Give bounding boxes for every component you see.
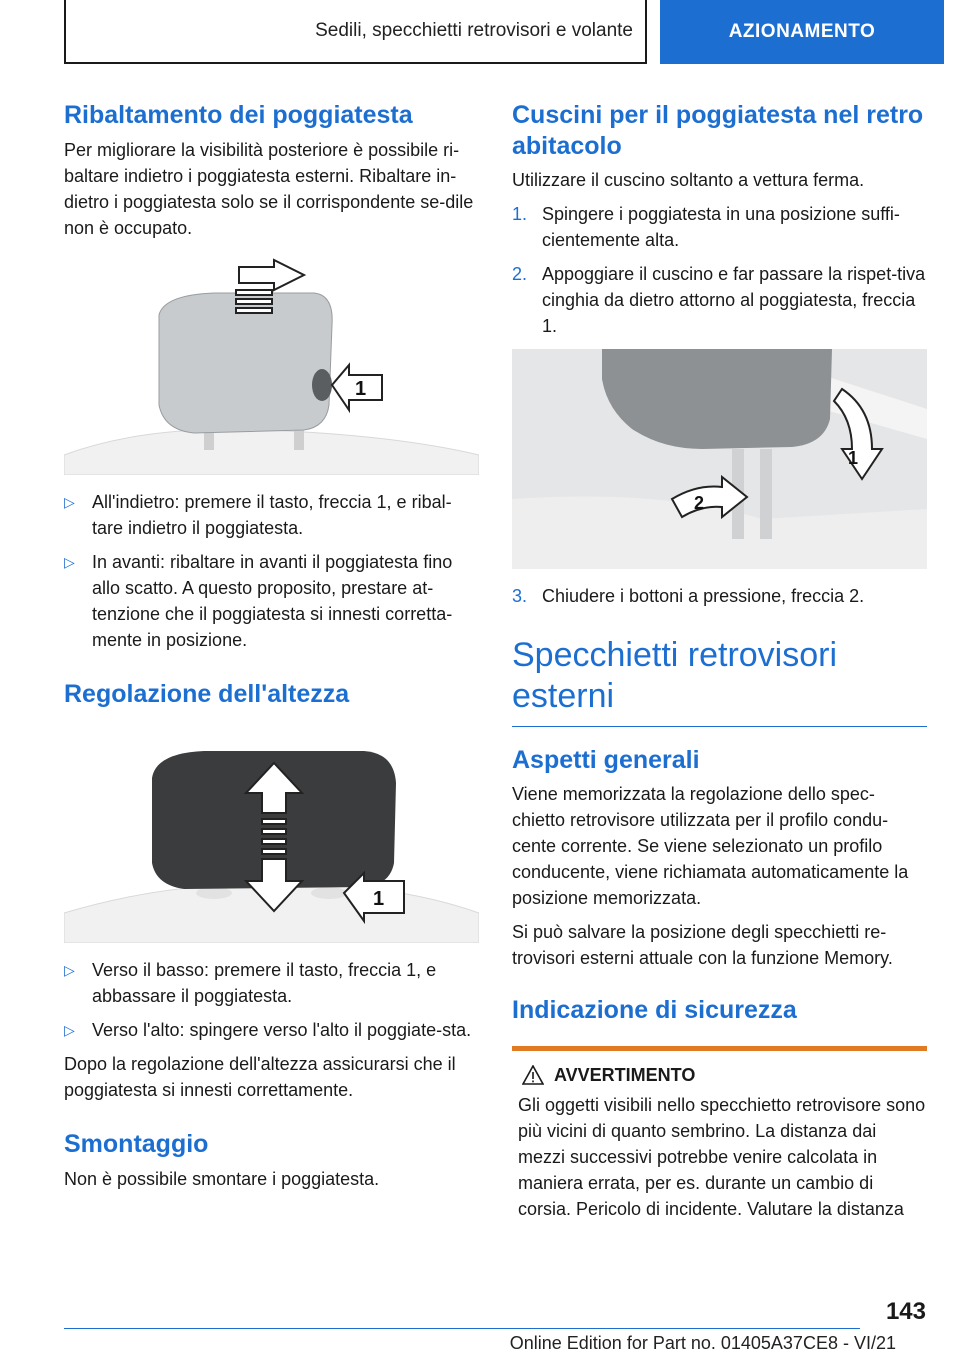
heading-cuscini: Cuscini per il poggiatesta nel retro abitacolo [512,101,924,160]
para-cuscini: Utilizzare il cuscino soltanto a vettura ferma. [512,170,865,190]
page-number: 143 [885,1298,926,1325]
footer-edition: Online Edition for Part no. 01405A37CE8 - VI/21 [509,1333,896,1353]
para-aspetti-2: Si può salvare la posizione degli specchietti re-trovisori esterni attuale con la funzione Memory. [512,922,893,969]
cuscini-steps [512,201,927,339]
warning-box [512,1046,927,1222]
list-item: ▷ All'indietro: premere il tasto, freccia 1, e ribal-tare indietro il poggiatesta. [64,489,479,541]
triangle-bullet-icon: ▷ [64,553,75,570]
right-column [512,100,927,1222]
list-item: ▷ In avanti: ribaltare in avanti il poggiatesta fino allo scatto. A questo proposito, prestare at-tenzione che il poggiatesta si innesti corretta-mente in posizione. [64,549,479,653]
footer-divider [64,1328,860,1329]
triangle-bullet-icon: ▷ [64,962,75,978]
ribaltamento-bullets [64,489,479,653]
para-smontaggio: Non è possibile smontare i poggiatesta. [64,1168,380,1189]
headrest-fold-illustration [64,255,479,475]
triangle-bullet-icon: ▷ [64,493,75,510]
fig3-arrow-label-1: 1 [848,448,859,468]
para-regolazione: Dopo la regolazione dell'altezza assicurarsi che il poggiatesta si innesti correttamente. [64,1054,456,1100]
cuscini-steps-continued [512,583,927,609]
fig2-arrow-label: 1 [373,888,385,910]
list-item: 2. Appoggiare il cuscino e far passare la rispet-tiva cinghia da dietro attorno al poggiatesta, freccia 1. [512,264,926,336]
fig1-arrow-label: 1 [355,377,367,400]
heading-regolazione: Regolazione dell'altezza [64,679,350,708]
warning-text: Gli oggetti visibili nello specchietto retrovisore sono più vicini di quanto sembrino. La distanza dai mezzi successivi potrebbe venire calcolata in maniera errata, per es. durante un cambio di corsia. Pericolo di incidente. Valutare la distanza [518,1094,926,1219]
chapter-tab[interactable] [660,0,944,64]
header-section-title-box [64,0,647,64]
headrest-height-illustration [64,723,479,943]
list-item: ▷ Verso l'alto: spingere verso l'alto il poggiate-sta. [64,1017,479,1043]
heading-aspetti: Aspetti generali [512,745,700,774]
heading-specchietti: Specchietti retrovisori esterni [512,636,838,716]
warning-triangle-icon [522,1065,544,1085]
section-divider [512,726,927,727]
headrest-cushion-illustration [512,349,927,569]
heading-sicurezza: Indicazione di sicurezza [512,996,797,1025]
regolazione-bullets [64,957,479,1043]
warning-title: AVVERTIMENTO [554,1064,696,1085]
triangle-bullet-icon: ▷ [64,1022,75,1038]
heading-ribaltamento: Ribaltamento dei poggiatesta [64,101,413,129]
warning-header [512,1065,927,1086]
fig3-arrow-label-2: 2 [694,493,705,513]
para-aspetti-1: Viene memorizzata la regolazione dello spec-chietto retrovisore utilizzata per il profilo condu-cente corrente. Se viene selezionato un profilo conducente, viene richiamata automaticamente la posizione memorizzata. [512,784,909,909]
list-item: 1. Spingere i poggiatesta in una posizione suffi-cientemente alta. [512,204,900,250]
chapter-tab-label: AZIONAMENTO [728,21,876,42]
list-item: 3. Chiudere i bottoni a pressione, freccia 2. [512,586,865,606]
left-column [64,100,479,1200]
heading-smontaggio: Smontaggio [64,1130,209,1158]
list-item: ▷ Verso il basso: premere il tasto, freccia 1, e abbassare il poggiatesta. [64,957,479,1009]
header-section-title: Sedili, specchietti retrovisori e volante [315,20,633,41]
para-ribaltamento: Per migliorare la visibilità posteriore è possibile ri-baltare indietro i poggiatesta esterni. Ribaltare in-dietro i poggiatesta solo se il corrispondente se-dile non è occupato. [64,139,474,238]
